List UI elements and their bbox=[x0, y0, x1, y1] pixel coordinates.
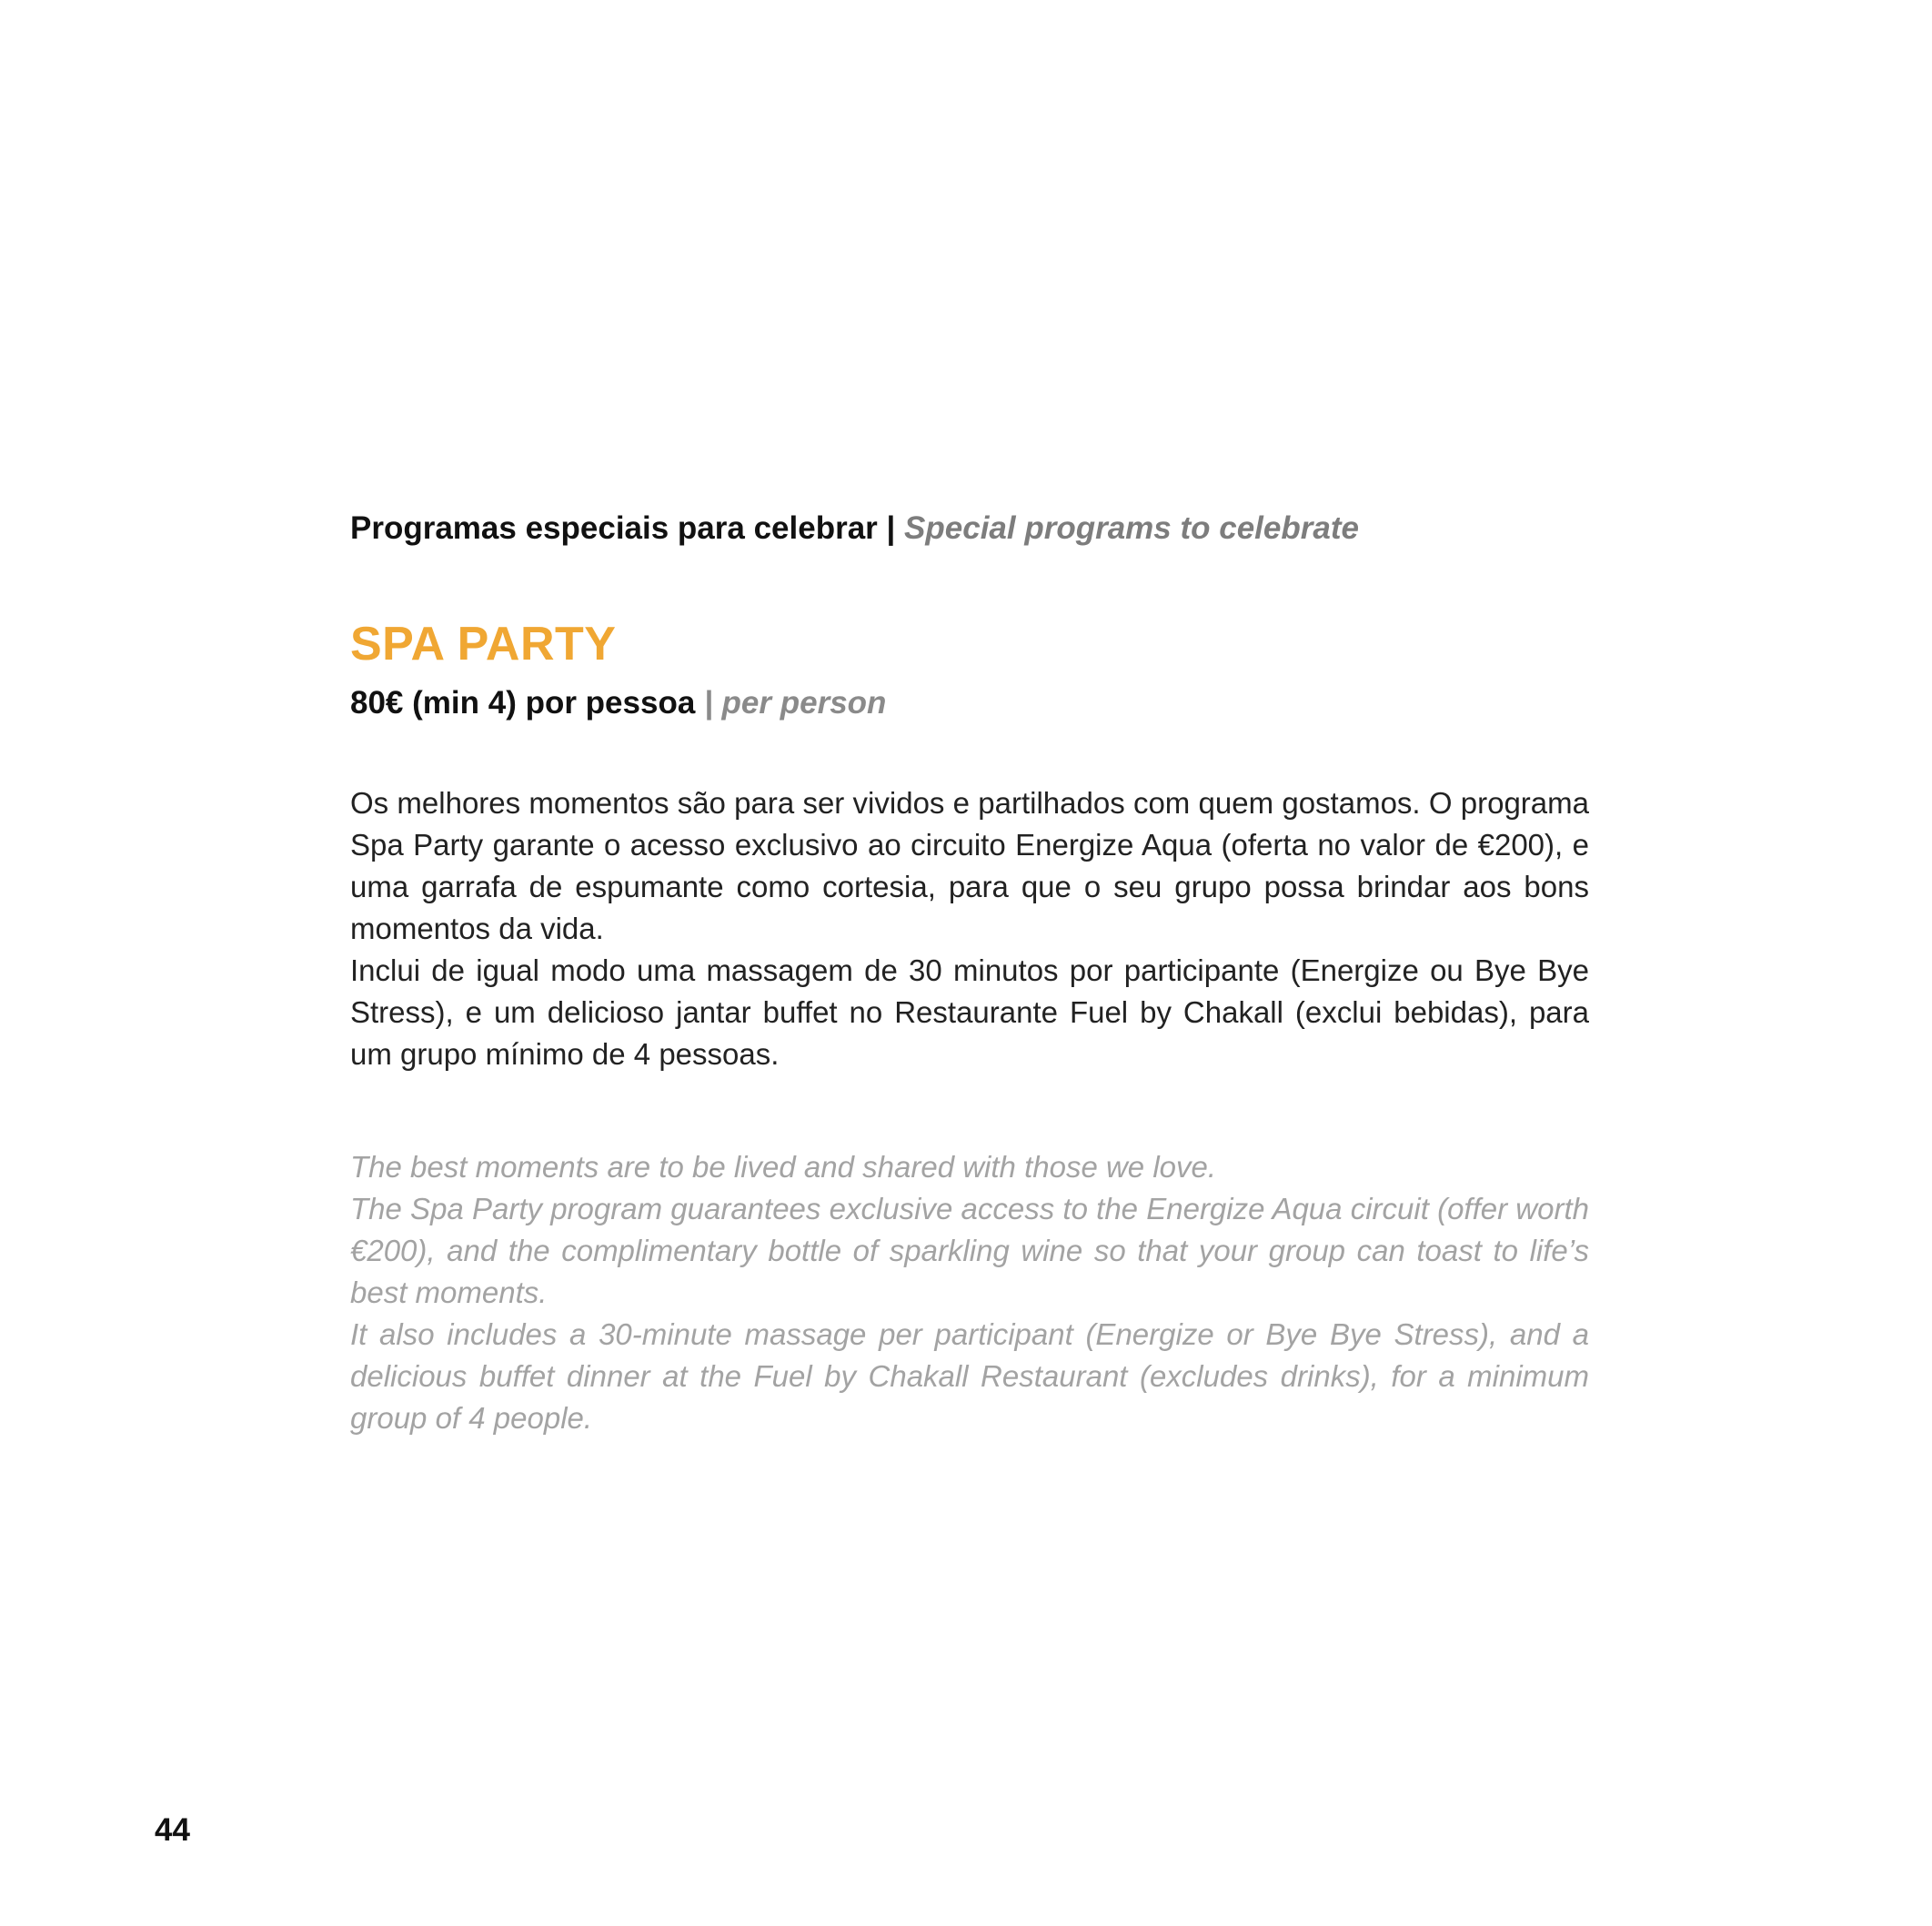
section-header-en: Special programs to celebrate bbox=[904, 510, 1359, 546]
description-en-paragraph: The best moments are to be lived and shared with those we love. bbox=[350, 1150, 1217, 1184]
page-number: 44 bbox=[155, 1812, 190, 1848]
program-title: SPA PARTY bbox=[350, 618, 617, 671]
program-price bbox=[350, 684, 886, 722]
description-pt bbox=[350, 782, 1589, 1075]
section-header-pt: Programas especiais para celebrar bbox=[350, 510, 878, 546]
section-header bbox=[350, 509, 1589, 548]
price-en: | per person bbox=[695, 685, 887, 721]
description-pt-paragraph: Inclui de igual modo uma massagem de 30 minutos por participante (Energize ou Bye Bye Stress), e um delicioso jantar buffet no Restaurante Fuel by Chakall (exclui bebidas), para um grupo mínimo de 4 pessoas. bbox=[350, 953, 1589, 1071]
price-pt: 80€ (min 4) por pessoa bbox=[350, 685, 696, 721]
description-en-paragraph: It also includes a 30-minute massage per participant (Energize or Bye Bye Stress), and a delicious buffet dinner at the Fuel by Chakall Restaurant (excludes drinks), for a minimum group of 4 people. bbox=[350, 1317, 1589, 1435]
description-pt-paragraph: Os melhores momentos são para ser vividos e partilhados com quem gostamos. O programa Spa Party garante o acesso exclusivo ao circuito Energize Aqua (oferta no valor de €200), e uma garrafa de espumante como cortesia, para que o seu grupo possa brindar aos bons momentos da vida. bbox=[350, 786, 1589, 945]
description-en bbox=[350, 1146, 1589, 1439]
description-en-paragraph: The Spa Party program guarantees exclusive access to the Energize Aqua circuit (offer worth €200), and the complimentary bottle of sparkling wine so that your group can toast to life’s best moments. bbox=[350, 1192, 1589, 1309]
section-header-separator: | bbox=[877, 510, 905, 546]
page-content bbox=[350, 509, 1589, 1435]
